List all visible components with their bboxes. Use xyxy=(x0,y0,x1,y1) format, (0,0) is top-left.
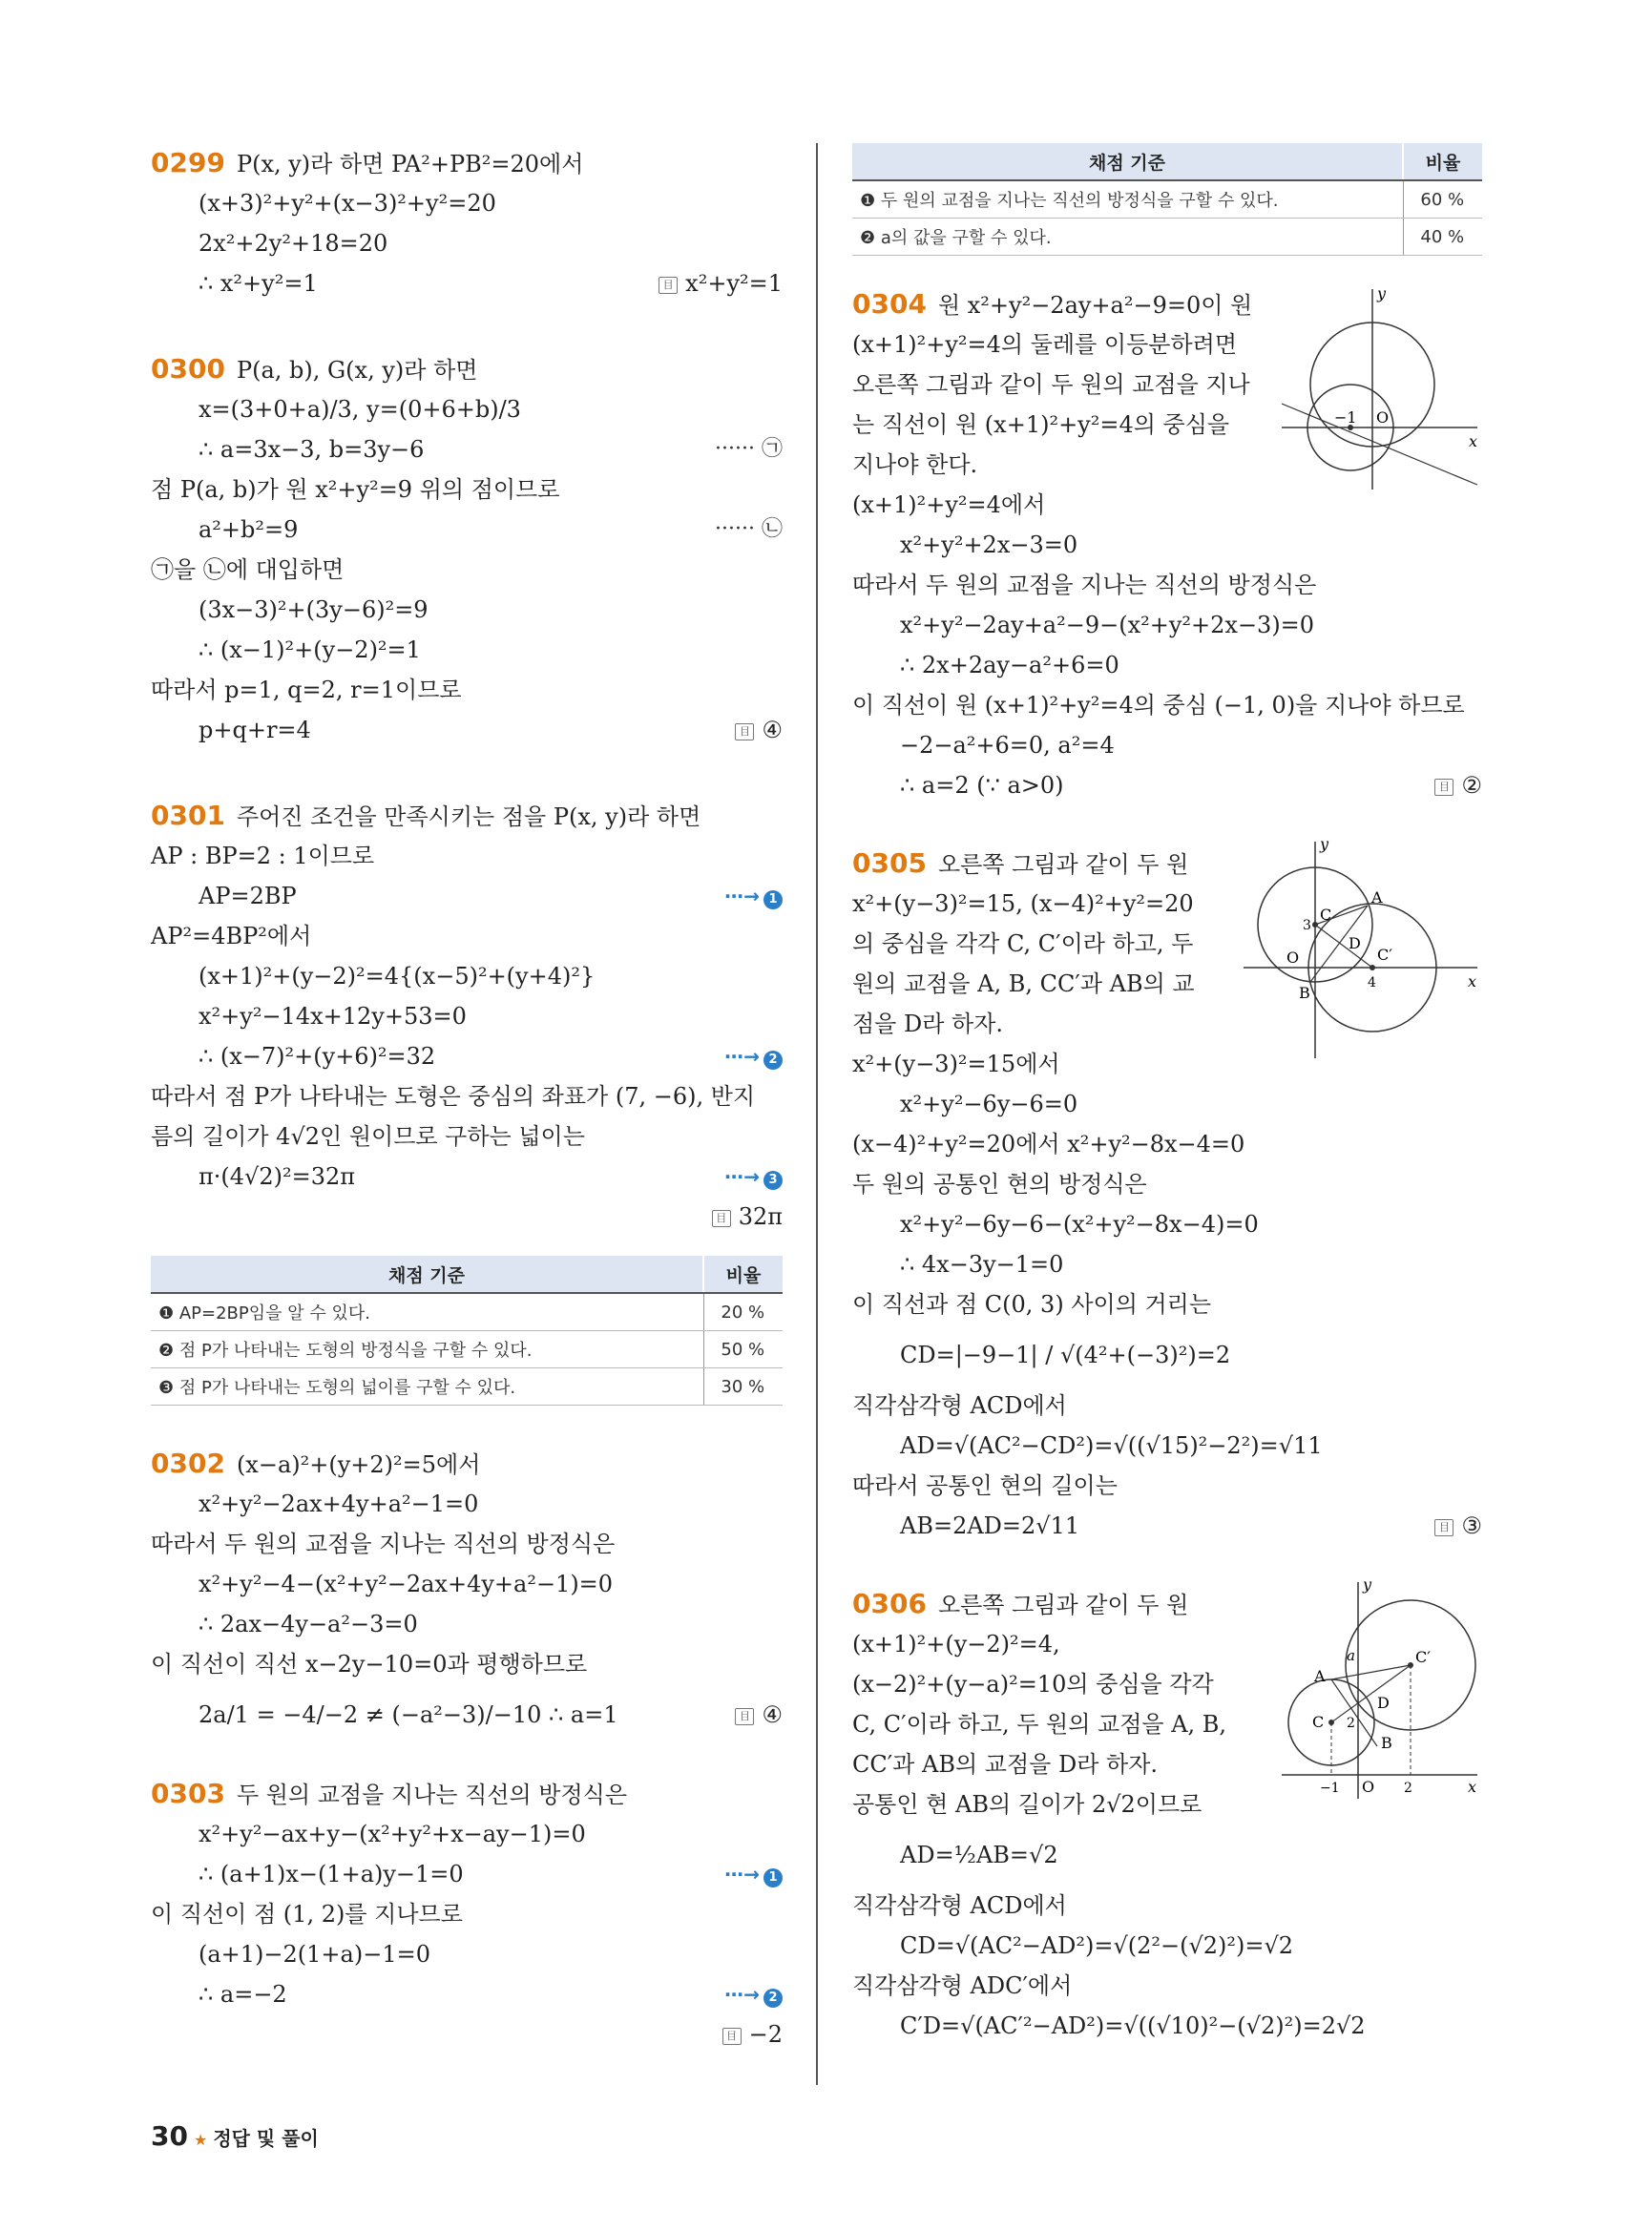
solution-line: 의 중심을 각각 C, C′이라 하고, 두 xyxy=(852,930,1194,957)
point-label: B xyxy=(1299,984,1310,1002)
solution-line: AB=2AD=2√11 xyxy=(900,1512,1080,1539)
page-number: 30 xyxy=(151,2120,188,2152)
solution-line: 직각삼각형 ACD에서 xyxy=(852,1392,1067,1419)
column-divider xyxy=(816,143,818,2085)
tick-label: 4 xyxy=(1368,975,1376,990)
origin-label: O xyxy=(1376,408,1390,427)
solution-line: C, C′이라 하고, 두 원의 교점을 A, B, xyxy=(852,1711,1227,1738)
solution-line: ∴ (a+1)x−(1+a)y−1=0 xyxy=(199,1861,464,1887)
table-row xyxy=(852,180,1482,219)
solution-line: ∴ a=3x−3, b=3y−6 xyxy=(199,436,425,463)
solution-line: (x−2)²+(y−a)²=10의 중심을 각각 xyxy=(852,1671,1214,1698)
star-icon: ★ xyxy=(193,2131,208,2149)
solution-line: a²+b²=9 xyxy=(199,516,299,543)
answer-value: ② xyxy=(1461,772,1482,799)
solution-line: 주어진 조건을 만족시키는 점을 P(x, y)라 하면 xyxy=(236,803,701,830)
problem-number: 0301 xyxy=(151,800,225,831)
step-marker-3: ⋯→ 3 xyxy=(724,1157,783,1197)
origin-label: O xyxy=(1286,949,1300,967)
problem-number: 0306 xyxy=(852,1588,927,1619)
point-label: C xyxy=(1320,906,1332,924)
problem-0304 xyxy=(852,284,1482,805)
solution-line: ∴ 2ax−4y−a²−3=0 xyxy=(199,1611,418,1637)
answer-box-icon: 目 xyxy=(1434,1519,1453,1536)
problem-0305 xyxy=(852,835,1482,1546)
problem-number: 0300 xyxy=(151,353,225,385)
solution-line: 이 직선이 점 (1, 2)를 지나므로 xyxy=(151,1901,463,1928)
tick-label: −1 xyxy=(1334,408,1357,427)
solution-line: 점 P(a, b)가 원 x²+y²=9 위의 점이므로 xyxy=(151,476,560,503)
x-axis-label: x xyxy=(1469,432,1478,450)
solution-line: AD=½AB=√2 xyxy=(900,1842,1058,1868)
point-label: D xyxy=(1349,934,1361,952)
solution-line: (a+1)−2(1+a)−1=0 xyxy=(199,1941,430,1968)
solution-line: x²+(y−3)²=15에서 xyxy=(852,1051,1060,1077)
table-row xyxy=(151,1368,783,1406)
answer-value: −2 xyxy=(748,2021,783,2048)
solution-line: (x+1)²+y²=4의 둘레를 이등분하려면 xyxy=(852,331,1238,358)
solution-line: (x+3)²+y²+(x−3)²+y²=20 xyxy=(199,190,496,217)
grading-table-0303 xyxy=(852,143,1482,256)
tick-label: 3 xyxy=(1303,918,1311,933)
solution-line: (x−4)²+y²=20에서 x²+y²−8x−4=0 xyxy=(852,1131,1245,1157)
solution-line: x²+y²+2x−3=0 xyxy=(900,532,1078,558)
solution-line: 오른쪽 그림과 같이 두 원 xyxy=(937,1592,1189,1618)
step-marker-2: ⋯→ 2 xyxy=(724,1036,783,1076)
point-label: A xyxy=(1371,888,1383,907)
point-label: C′ xyxy=(1415,1648,1431,1666)
answer-box-icon: 目 xyxy=(712,1210,731,1227)
ratio: 60 % xyxy=(1403,180,1482,219)
solution-line: 이 직선이 원 (x+1)²+y²=4의 중심 (−1, 0)을 지나야 하므로 xyxy=(852,692,1465,719)
solution-line: 이 직선과 점 C(0, 3) 사이의 거리는 xyxy=(852,1291,1212,1318)
point-label: C′ xyxy=(1377,946,1392,964)
table-row xyxy=(151,1331,783,1368)
answer-box-icon: 目 xyxy=(722,2028,742,2045)
solution-line: 오른쪽 그림과 같이 두 원의 교점을 지나 xyxy=(852,371,1250,398)
solution-line: AP : BP=2 : 1이므로 xyxy=(151,843,375,869)
solution-line: CC′과 AB의 교점을 D라 하자. xyxy=(852,1751,1159,1778)
y-axis-label: y xyxy=(1320,835,1329,853)
answer-value: 32π xyxy=(738,1203,783,1230)
point-label: D xyxy=(1377,1694,1390,1712)
answer-box-icon: 目 xyxy=(659,277,678,294)
problem-0303 xyxy=(151,1774,783,2054)
solution-line: (x+1)²+(y−2)²=4{(x−5)²+(y+4)²} xyxy=(199,963,596,990)
tick-label: a xyxy=(1347,1647,1355,1664)
y-axis-label: y xyxy=(1377,284,1387,302)
criterion: ❷ 점 P가 나타내는 도형의 방정식을 구할 수 있다. xyxy=(151,1331,703,1368)
solution-line: 는 직선이 원 (x+1)²+y²=4의 중심을 xyxy=(852,411,1230,438)
solution-line: 직각삼각형 ACD에서 xyxy=(852,1892,1067,1919)
answer xyxy=(712,1197,783,1237)
problem-number: 0303 xyxy=(151,1778,225,1809)
section-label: 정답 및 풀이 xyxy=(213,2127,319,2150)
solution-line: ∴ x²+y²=1 xyxy=(199,270,318,297)
solution-line: x²+y²−14x+12y+53=0 xyxy=(199,1003,467,1030)
tick-label: −1 xyxy=(1320,1781,1340,1796)
problem-0299 xyxy=(151,143,783,303)
criterion: ❶ 두 원의 교점을 지나는 직선의 방정식을 구할 수 있다. xyxy=(852,180,1403,219)
solution-line: 따라서 두 원의 교점을 지나는 직선의 방정식은 xyxy=(852,572,1317,598)
x-axis-label: x xyxy=(1468,972,1477,990)
solution-line: 2a/1 = −4/−2 ≠ (−a²−3)/−10 ∴ a=1 xyxy=(199,1701,618,1728)
equation-marker: ······ ㉠ xyxy=(715,437,783,461)
step-marker-1: ⋯→ 1 xyxy=(724,876,783,916)
solution-line: CD=√(AC²−AD²)=√(2²−(√2)²)=√2 xyxy=(900,1932,1294,1959)
solution-line: AP=2BP xyxy=(199,883,297,909)
answer xyxy=(735,710,783,750)
ratio: 30 % xyxy=(703,1368,783,1406)
solution-line: 지나야 한다. xyxy=(852,451,978,478)
problem-0300 xyxy=(151,349,783,750)
answer-value: ④ xyxy=(762,1701,783,1728)
tick-label: 2 xyxy=(1404,1781,1412,1796)
solution-line: 2x²+2y²+18=20 xyxy=(199,230,388,257)
page-footer xyxy=(151,2120,319,2152)
solution-line: x²+y²−ax+y−(x²+y²+x−ay−1)=0 xyxy=(199,1821,586,1847)
solution-line: x²+(y−3)²=15, (x−4)²+y²=20 xyxy=(852,890,1194,917)
solution-line: P(a, b), G(x, y)라 하면 xyxy=(236,357,478,384)
solution-line: x²+y²−4−(x²+y²−2ax+4y+a²−1)=0 xyxy=(199,1571,614,1597)
solution-line: −2−a²+6=0, a²=4 xyxy=(900,732,1115,759)
solution-line: P(x, y)라 하면 PA²+PB²=20에서 xyxy=(236,151,584,177)
solution-line: π·(4√2)²=32π xyxy=(199,1163,356,1190)
solution-line: 오른쪽 그림과 같이 두 원 xyxy=(937,851,1189,878)
problem-0301 xyxy=(151,796,783,1237)
solution-line: 두 원의 공통인 현의 방정식은 xyxy=(852,1171,1147,1198)
problem-number: 0302 xyxy=(151,1448,225,1479)
table-header: 비율 xyxy=(703,1256,783,1293)
ratio: 20 % xyxy=(703,1293,783,1331)
table-header: 채점 기준 xyxy=(852,143,1403,180)
solution-line: ㉠을 ㉡에 대입하면 xyxy=(151,556,345,583)
solution-line: x²+y²−6y−6−(x²+y²−8x−4)=0 xyxy=(900,1211,1259,1238)
answer-value: ④ xyxy=(762,717,783,743)
x-axis-label: x xyxy=(1468,1778,1477,1796)
solution-line: p+q+r=4 xyxy=(199,717,311,743)
solution-line: ∴ (x−1)²+(y−2)²=1 xyxy=(199,636,421,663)
left-column xyxy=(151,143,783,2100)
origin-label: O xyxy=(1362,1778,1375,1796)
solution-line: ∴ (x−7)²+(y+6)²=32 xyxy=(199,1043,436,1070)
y-axis-label: y xyxy=(1363,1575,1372,1594)
solution-line: 따라서 p=1, q=2, r=1이므로 xyxy=(151,677,462,703)
table-row xyxy=(852,219,1482,256)
answer-value: x²+y²=1 xyxy=(685,270,783,297)
solution-line: 따라서 두 원의 교점을 지나는 직선의 방정식은 xyxy=(151,1531,616,1557)
step-marker-2: ⋯→ 2 xyxy=(724,1974,783,2014)
point-label: A xyxy=(1314,1667,1326,1685)
solution-line: 름의 길이가 4√2인 원이므로 구하는 넓이는 xyxy=(151,1123,585,1150)
problem-number: 0304 xyxy=(852,288,927,320)
solution-line: 직각삼각형 ADC′에서 xyxy=(852,1972,1073,1999)
solution-line: CD=|−9−1| / √(4²+(−3)²)=2 xyxy=(900,1342,1231,1368)
answer-value: ③ xyxy=(1461,1512,1482,1539)
solution-line: 원 x²+y²−2ay+a²−9=0이 원 xyxy=(937,292,1253,319)
answer xyxy=(735,1684,783,1745)
solution-line: AD=√(AC²−CD²)=√((√15)²−2²)=√11 xyxy=(900,1432,1323,1459)
problem-number: 0299 xyxy=(151,147,225,178)
solution-line: AP²=4BP²에서 xyxy=(151,923,312,949)
answer xyxy=(1434,765,1482,805)
step-marker-1: ⋯→ 1 xyxy=(724,1854,783,1894)
answer-box-icon: 目 xyxy=(735,1708,754,1725)
solution-line: ∴ 2x+2ay−a²+6=0 xyxy=(900,652,1119,678)
tick-label: 2 xyxy=(1347,1716,1355,1731)
criterion: ❶ AP=2BP임을 알 수 있다. xyxy=(151,1293,703,1331)
problem-number: 0305 xyxy=(852,847,927,879)
solution-line: x²+y²−2ax+4y+a²−1=0 xyxy=(199,1491,479,1517)
answer-box-icon: 目 xyxy=(1434,779,1453,796)
solution-line: 두 원의 교점을 지나는 직선의 방정식은 xyxy=(236,1782,628,1808)
right-column xyxy=(852,143,1482,2092)
ratio: 50 % xyxy=(703,1331,783,1368)
point-label: B xyxy=(1381,1734,1392,1752)
problem-0306 xyxy=(852,1575,1482,2046)
solution-line: (x+1)²+y²=4에서 xyxy=(852,491,1046,518)
answer xyxy=(659,263,783,303)
solution-line: C′D=√(AC′²−AD²)=√((√10)²−(√2)²)=2√2 xyxy=(900,2012,1366,2039)
solution-line: 이 직선이 직선 x−2y−10=0과 평행하므로 xyxy=(151,1651,588,1678)
solution-line: (3x−3)²+(3y−6)²=9 xyxy=(199,596,429,623)
solution-line: x=(3+0+a)/3, y=(0+6+b)/3 xyxy=(199,396,521,423)
solution-line: 공통인 현 AB의 길이가 2√2이므로 xyxy=(852,1791,1202,1818)
answer xyxy=(722,2014,783,2054)
answer xyxy=(1434,1506,1482,1546)
solution-line: (x−a)²+(y+2)²=5에서 xyxy=(236,1451,481,1478)
solution-line: ∴ 4x−3y−1=0 xyxy=(900,1251,1064,1278)
criterion: ❸ 점 P가 나타내는 도형의 넓이를 구할 수 있다. xyxy=(151,1368,703,1406)
solution-line: 따라서 점 P가 나타내는 도형은 중심의 좌표가 (7, −6), 반지 xyxy=(151,1083,756,1110)
table-header: 비율 xyxy=(1403,143,1482,180)
answer-box-icon: 目 xyxy=(735,723,754,740)
solution-line: 원의 교점을 A, B, CC′과 AB의 교 xyxy=(852,970,1195,997)
table-row xyxy=(151,1293,783,1331)
solution-line: ∴ a=−2 xyxy=(199,1981,287,2008)
solution-line: x²+y²−2ay+a²−9−(x²+y²+2x−3)=0 xyxy=(900,612,1315,638)
equation-marker: ······ ㉡ xyxy=(715,517,783,541)
solution-line: 점을 D라 하자. xyxy=(852,1011,1004,1037)
criterion: ❷ a의 값을 구할 수 있다. xyxy=(852,219,1403,256)
problem-0302 xyxy=(151,1444,783,1745)
solution-line: 따라서 공통인 현의 길이는 xyxy=(852,1472,1118,1499)
solution-line: ∴ a=2 (∵ a>0) xyxy=(900,772,1064,799)
ratio: 40 % xyxy=(1403,219,1482,256)
solution-line: x²+y²−6y−6=0 xyxy=(900,1091,1078,1117)
point-label: C xyxy=(1312,1713,1325,1731)
solution-line: (x+1)²+(y−2)²=4, xyxy=(852,1631,1060,1658)
grading-table-0301 xyxy=(151,1256,783,1406)
table-header: 채점 기준 xyxy=(151,1256,703,1293)
